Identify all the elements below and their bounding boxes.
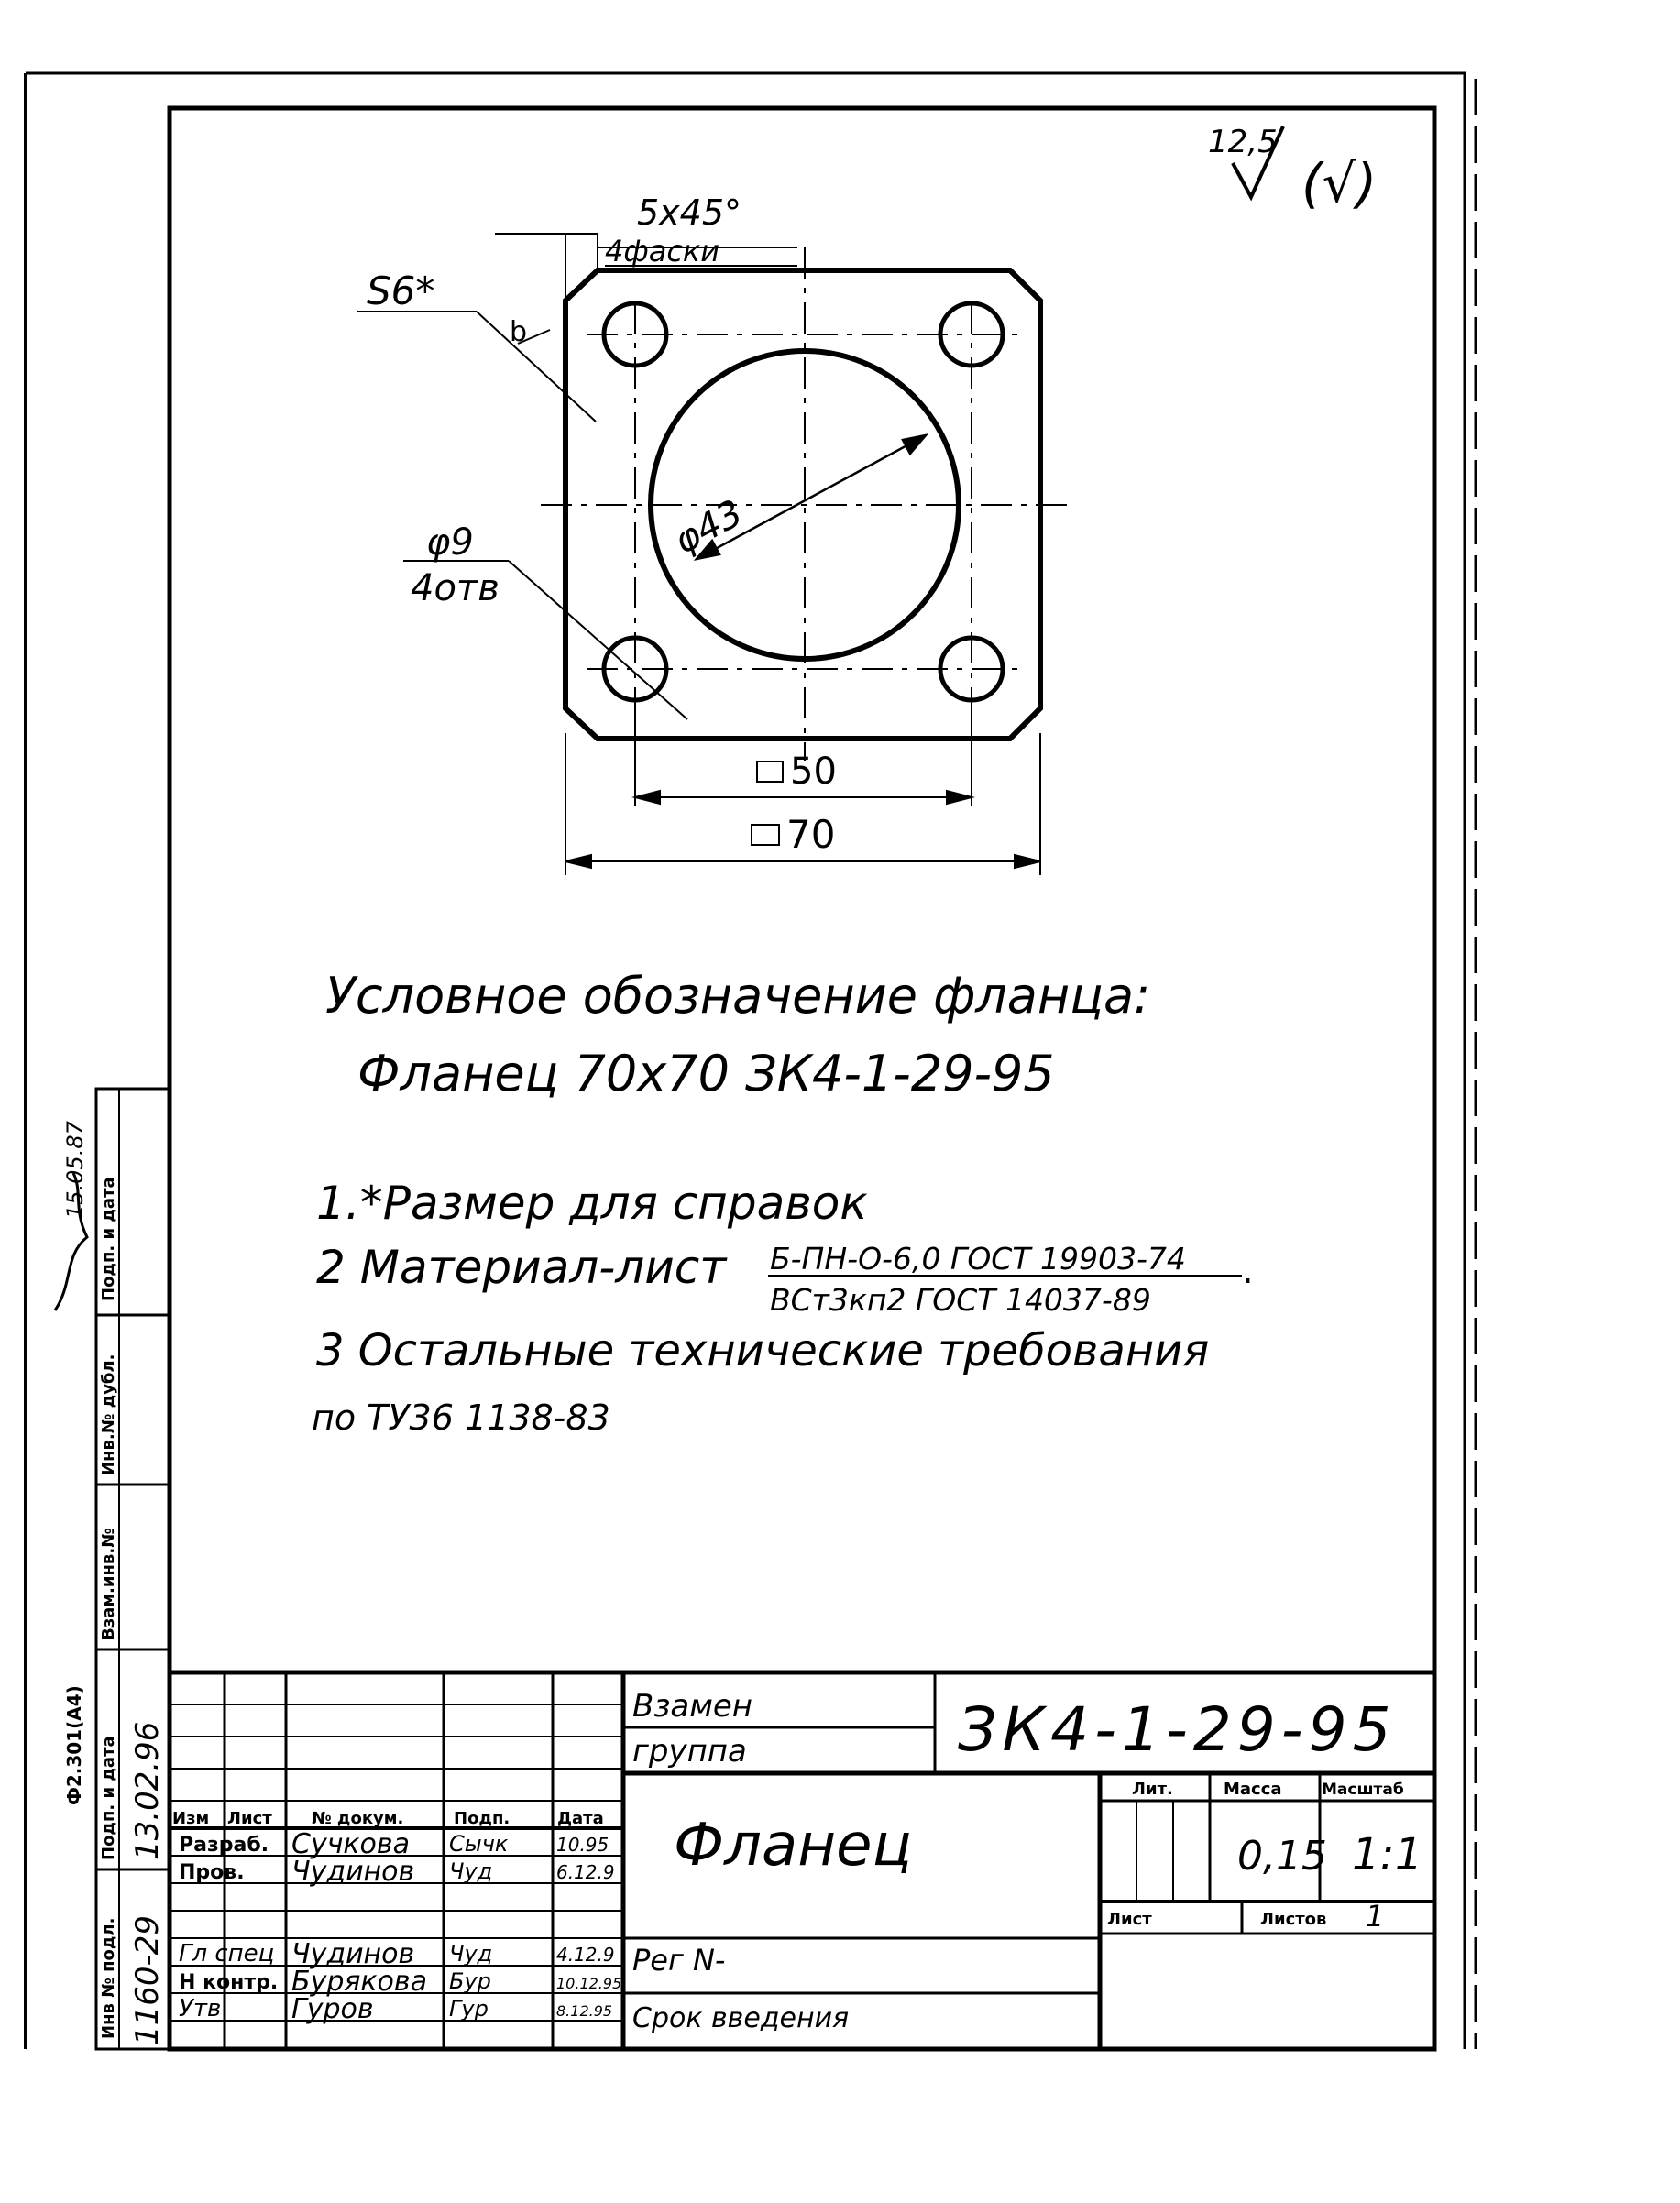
side-label-sign-date-top: Подп. и дата <box>99 1177 118 1301</box>
row-name: Сучкова <box>291 1828 410 1860</box>
header-date: Дата <box>557 1809 604 1828</box>
row-role: Утв <box>179 1995 222 2022</box>
side-label-dup-inv: Инв.№ дубл. <box>99 1354 118 1475</box>
row-sign: Сычк <box>449 1831 509 1857</box>
row-name: Бурякова <box>291 1966 427 1998</box>
chamfer-count: 4фаски <box>605 234 720 269</box>
row-name: Гуров <box>291 1993 374 2025</box>
row-date: 10.95 <box>556 1834 609 1856</box>
replaces-label: Взамен <box>632 1688 753 1725</box>
side-strip-labels <box>99 1177 118 2039</box>
row-date: 4.12.9 <box>556 1944 615 1966</box>
note-3-line-1: 3 Остальные технические требования <box>316 1325 1210 1376</box>
mass-value: 0,15 <box>1237 1833 1327 1880</box>
roughness-value: 12,5 <box>1208 124 1278 160</box>
roughness-symbol <box>1208 124 1377 214</box>
row-date: 10.12.95 <box>556 1975 622 1992</box>
row-name: Чудинов <box>291 1938 415 1970</box>
lit-label: Лит. <box>1132 1780 1173 1799</box>
header-doc-no: № докум. <box>312 1809 404 1828</box>
thickness-leader <box>357 312 596 422</box>
mass-label: Масса <box>1224 1780 1282 1799</box>
scale-label: Масштаб <box>1322 1781 1404 1799</box>
term-label: Срок введения <box>632 2002 850 2034</box>
header-izm: Изм <box>172 1809 210 1828</box>
row-role: Гл спец <box>179 1940 275 1967</box>
group-label: группа <box>632 1733 747 1770</box>
side-label-sign-date-bottom: Подп. и дата <box>99 1736 118 1860</box>
sheets-label: Листов <box>1260 1910 1327 1929</box>
part-name: Фланец <box>674 1812 912 1880</box>
row-date: 8.12.95 <box>556 2002 613 2020</box>
hole-diameter-label: φ9 <box>426 521 474 564</box>
side-label-orig-inv: Инв № подл. <box>99 1917 118 2039</box>
header-list: Лист <box>227 1809 272 1828</box>
note-3-line-2: по ТУ36 1138-83 <box>312 1397 610 1438</box>
designation-title: Условное обозначение фланца: <box>325 967 1151 1025</box>
row-date: 6.12.9 <box>556 1861 615 1883</box>
row-sign: Бур <box>449 1968 491 1994</box>
scale-value: 1:1 <box>1352 1829 1423 1880</box>
title-block-rows <box>179 1828 621 2025</box>
sheet-label: Лист <box>1107 1910 1152 1929</box>
side-date-bottom: 13.02.96 <box>129 1721 166 1860</box>
form-code: Ф2.301(А4) <box>63 1685 85 1805</box>
side-signature-date-top: 15.05.87 <box>62 1121 88 1219</box>
row-sign: Чуд <box>449 1858 493 1884</box>
note-2-prefix: 2 Материал-лист <box>316 1241 727 1294</box>
hole-count-label: 4отв <box>411 567 500 609</box>
note-1: 1.*Размер для справок <box>316 1177 868 1230</box>
note-2-numerator: Б-ПН-О-6,0 ГОСТ 19903-74 <box>770 1241 1186 1277</box>
sheets-value: 1 <box>1366 1899 1385 1934</box>
thickness-marker: b <box>510 316 528 348</box>
row-role: Н контр. <box>179 1971 279 1994</box>
row-role: Разраб. <box>179 1834 269 1857</box>
flange-drawing <box>357 192 1068 875</box>
outer-square-label: 70 <box>786 812 836 857</box>
title-block-headers <box>172 1809 604 1828</box>
document-number: ЗК4-1-29-95 <box>958 1694 1397 1765</box>
bore-diameter-label: φ43 <box>667 491 750 563</box>
row-name: Чудинов <box>291 1856 415 1888</box>
note-2-suffix: . <box>1242 1250 1254 1292</box>
side-inv-number: 1160-29 <box>129 1914 166 2045</box>
inner-square-label: 50 <box>790 751 837 793</box>
note-2-denominator: ВСт3кп2 ГОСТ 14037-89 <box>770 1282 1151 1318</box>
designation-value: Фланец 70x70 ЗК4-1-29-95 <box>357 1045 1055 1102</box>
chamfer-size: 5x45° <box>637 192 742 233</box>
row-sign: Гур <box>449 1996 489 2022</box>
center-lines <box>541 247 1068 761</box>
row-sign: Чуд <box>449 1941 493 1967</box>
reg-label: Рег N- <box>632 1943 726 1978</box>
header-sign: Подп. <box>454 1809 511 1828</box>
row-role: Пров. <box>179 1861 245 1884</box>
roughness-bracket: (√) <box>1301 152 1378 214</box>
side-label-replace-inv: Взам.инв.№ <box>99 1528 118 1640</box>
thickness-label: S6* <box>367 269 435 313</box>
